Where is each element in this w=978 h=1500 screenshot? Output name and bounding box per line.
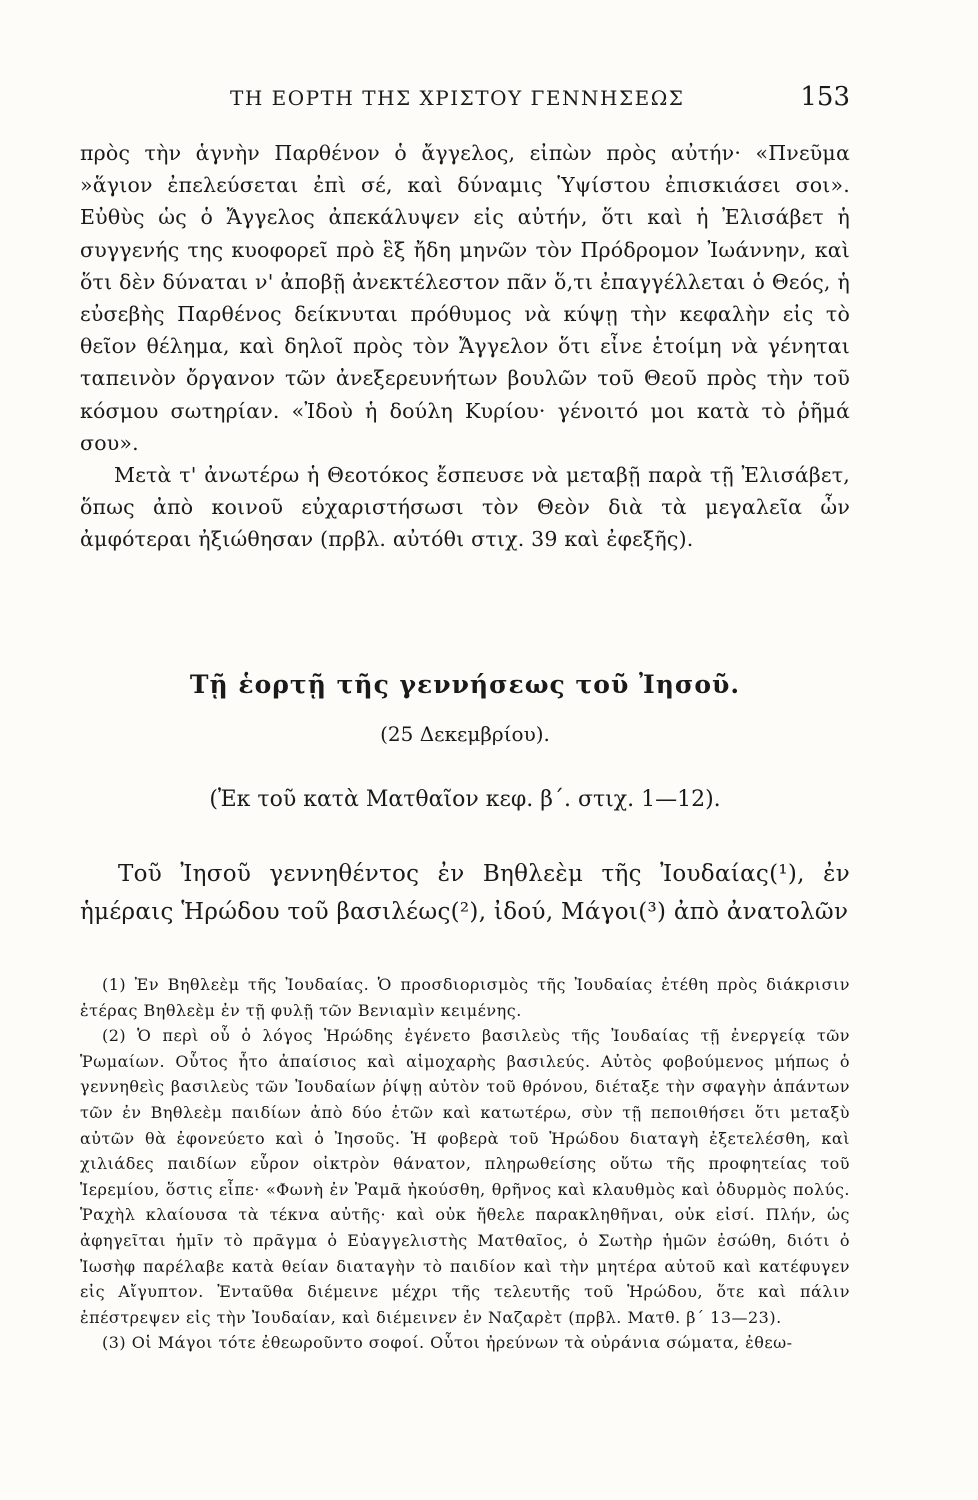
section-date: (25 Δεκεμβρίου).: [380, 722, 550, 746]
page-number: 153: [800, 82, 850, 112]
footnote-2: (2) Ὁ περὶ οὗ ὁ λόγος Ἡρώδης ἐγένετο βασιλεὺς τῆς Ἰουδαίας τῇ ἐνεργείᾳ τῶν Ῥωμαίων. Οὗτος ἦτο ἀπαίσιος καὶ αἱμοχαρὴς βασιλεύς. Αὐτὸς φοβούμενος μήπως ὁ γεννηθεὶς βασιλεὺς τῶν Ἰουδαίων ῥίψῃ αὐτὸν τοῦ θρόνου, διέταξε τὴν σφαγὴν ἁπάντων τῶν ἐν Βηθλεὲμ παιδίων ἀπὸ δύο ἐτῶν καὶ κατωτέρω, σὺν τῇ πεποιθήσει ὅτι μεταξὺ αὐτῶν θὰ ἐφονεύετο καὶ ὁ Ἰησοῦς. Ἡ φοβερὰ τοῦ Ἡρώδου διαταγὴ ἐξετελέσθη, καὶ χιλιάδες παιδίων εὗρον οἰκτρὸν θάνατον, πληρωθείσης οὕτω τῆς προφητείας τοῦ Ἱερεμίου, ὅστις εἶπε· «Φωνὴ ἐν Ῥαμᾶ ἠκούσθη, θρῆνος καὶ κλαυθμὸς καὶ ὀδυρμὸς πολύς. Ῥαχὴλ κλαίουσα τὰ τέκνα αὐτῆς· καὶ οὐκ ἤθελε παρακληθῆναι, οὐκ εἰσί. Πλήν, ὡς ἀφηγεῖται ἡμῖν τὸ πρᾶγμα ὁ Εὐαγγελιστὴς Ματθαῖος, ὁ Σωτὴρ ἡμῶν ἐσώθη, διότι ὁ Ἰωσὴφ παρέλαβε κατὰ θείαν διαταγὴν τὸ παιδίον καὶ τὴν μητέρα αὐτοῦ καὶ κατέφυγεν εἰς Αἴγυπτον. Ἐνταῦθα διέμεινε μέχρι τῆς τελευτῆς τοῦ Ἡρώδου, ὅτε καὶ πάλιν ἐπέστρεψεν εἰς τὴν Ἰουδαίαν, καὶ διέμεινεν ἐν Ναζαρὲτ (πρβλ. Ματθ. β΄ 13—23).: [80, 1026, 850, 1327]
paragraph-visitation: Μετὰ τ' ἀνωτέρω ἡ Θεοτόκος ἔσπευσε νὰ μεταβῇ παρὰ τῇ Ἐλισάβετ, ὅπως ἀπὸ κοινοῦ εὐχαριστήσωσι τὸν Θεὸν διὰ τὰ μεγαλεῖα ὧν ἀμφότεραι ἠξιώθησαν (πρβλ. αὐτόθι στιχ. 39 καὶ ἐφεξῆς).: [80, 463, 850, 552]
footnote-3: (3) Οἱ Μάγοι τότε ἐθεωροῦντο σοφοί. Οὗτοι ἠρεύνων τὰ οὐράνια σώματα, ἐθεω-: [102, 1333, 793, 1353]
body-text: [80, 137, 850, 556]
section-source: (Ἐκ τοῦ κατὰ Ματθαῖον κεφ. β΄. στιχ. 1—12).: [209, 787, 721, 812]
page-header: [80, 82, 850, 116]
footnote-1: (1) Ἐν Βηθλεὲμ τῆς Ἰουδαίας. Ὁ προσδιορισμὸς τῆς Ἰουδαίας ἐτέθη πρὸς διάκρισιν ἑτέρας Βηθλεὲμ ἐν τῇ φυλῇ τῶν Βενιαμὶν κειμένης.: [80, 975, 850, 1020]
paragraph-annunciation: πρὸς τὴν ἁγνὴν Παρθένον ὁ ἄγγελος, εἰπὼν πρὸς αὐτήν· «Πνεῦμα »ἅγιον ἐπελεύσεται ἐπὶ σέ, καὶ δύναμις Ὑψίστου ἐπισκιάσει σοι». Εὐθὺς ὡς ὁ Ἄγγελος ἀπεκάλυψεν εἰς αὐτήν, ὅτι καὶ ἡ Ἐλισάβετ ἡ συγγενής της κυοφορεῖ πρὸ ἓξ ἤδη μηνῶν τὸν Πρόδρομον Ἰωάννην, καὶ ὅτι δὲν δύναται ν' ἀποβῇ ἀνεκτέλεστον πᾶν ὅ,τι ἐπαγγέλλεται ὁ Θεός, ἡ εὐσεβὴς Παρθένος δείκνυται πρόθυμος νὰ κύψῃ τὴν κεφαλὴν εἰς τὸ θεῖον θέλημα, καὶ δηλοῖ πρὸς τὸν Ἄγγελον ὅτι εἶνε ἑτοίμη νὰ γένηται ταπεινὸν ὄργανον τῶν ἀνεξερευνήτων βουλῶν τοῦ Θεοῦ πρὸς τὴν τοῦ κόσμου σωτηρίαν. «Ἰδοὺ ἡ δούλη Κυρίου· γένοιτό μοι κατὰ τὸ ῥῆμά σου».: [80, 141, 850, 455]
gospel-text: [80, 855, 850, 931]
running-title: ΤΗ ΕΟΡΤΗ ΤΗΣ ΧΡΙΣΤΟΥ ΓΕΝΝΗΣΕΩΣ: [230, 86, 685, 110]
gospel-paragraph: Τοῦ Ἰησοῦ γεννηθέντος ἐν Βηθλεὲμ τῆς Ἰουδαίας(¹), ἐν ἡμέραις Ἡρώδου τοῦ βασιλέως(²), ἰδού, Μάγοι(³) ἀπὸ ἀνατολῶν: [80, 861, 850, 925]
footnotes: [80, 972, 850, 1356]
section-title: Τῇ ἑορτῇ τῆς γεννήσεως τοῦ Ἰησοῦ.: [189, 670, 741, 699]
